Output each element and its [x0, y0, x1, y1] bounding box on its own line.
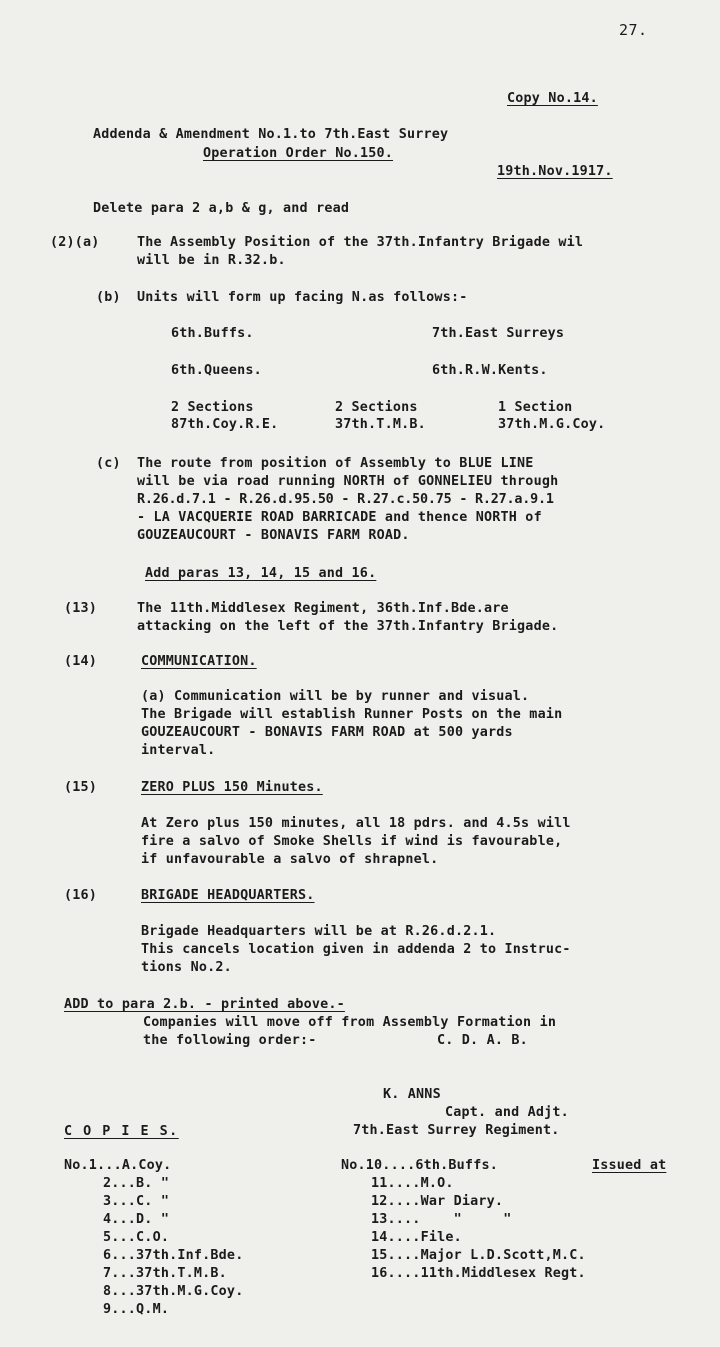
copy-entry: 8...37th.M.G.Coy. [103, 1284, 244, 1299]
copy-entry: 15....Major L.D.Scott,M.C. [371, 1248, 586, 1263]
para-2c-line: will be via road running NORTH of GONNELIEU through [137, 474, 559, 489]
para-16-label: (16) [64, 888, 98, 903]
add-paras-heading: Add paras 13, 14, 15 and 16. [145, 566, 377, 581]
add-to-para-heading: ADD to para 2.b. - printed above.- [64, 997, 345, 1012]
para-14-line: GOUZEAUCOURT - BONAVIS FARM ROAD at 500 yards [141, 725, 513, 740]
copy-entry: 14....File. [371, 1230, 462, 1245]
para-14-label: (14) [64, 654, 98, 669]
copy-entry: 5...C.O. [103, 1230, 170, 1245]
section-entry: 1 Section [498, 400, 573, 415]
signature-rank: Capt. and Adjt. [445, 1105, 569, 1120]
para-13-line: The 11th.Middlesex Regiment, 36th.Inf.Bde.are [137, 601, 509, 616]
heading-date: 19th.Nov.1917. [497, 164, 613, 179]
unit-entry: 6th.Queens. [171, 363, 262, 378]
section-entry: 2 Sections [171, 400, 254, 415]
para-2c-line: - LA VACQUERIE ROAD BARRICADE and thence NORTH of [137, 510, 542, 525]
copy-entry: 16....11th.Middlesex Regt. [371, 1266, 586, 1281]
para-2c-line: GOUZEAUCOURT - BONAVIS FARM ROAD. [137, 528, 410, 543]
copy-entry: 2...B. " [103, 1176, 170, 1191]
copy-number: Copy No.14. [507, 91, 598, 106]
delete-instruction: Delete para 2 a,b & g, and read [93, 201, 350, 216]
section-entry: 37th.M.G.Coy. [498, 417, 606, 432]
section-entry: 2 Sections [335, 400, 418, 415]
para-14-line: (a) Communication will be by runner and visual. [141, 689, 530, 704]
heading-title: Addenda & Amendment No.1.to 7th.East Surrey [93, 127, 449, 142]
company-order: C. D. A. B. [437, 1033, 528, 1048]
signature-name: K. ANNS [383, 1087, 441, 1102]
para-13-line: attacking on the left of the 37th.Infantry Brigade. [137, 619, 559, 634]
para-2b-text: Units will form up facing N.as follows:- [137, 290, 468, 305]
copy-entry: 3...C. " [103, 1194, 170, 1209]
copy-entry: 11....M.O. [371, 1176, 454, 1191]
para-15-line: fire a salvo of Smoke Shells if wind is favourable, [141, 834, 563, 849]
page-number: 27. [619, 21, 648, 39]
copy-entry: No.10....6th.Buffs. [341, 1158, 498, 1173]
para-15-label: (15) [64, 780, 98, 795]
para-2a-label: (2)(a) [50, 235, 100, 250]
copies-heading: C O P I E S. [64, 1124, 179, 1139]
para-2b-label: (b) [96, 290, 121, 305]
section-entry: 37th.T.M.B. [335, 417, 426, 432]
para-14-title: COMMUNICATION. [141, 654, 257, 669]
unit-entry: 6th.Buffs. [171, 326, 254, 341]
copy-entry: 4...D. " [103, 1212, 170, 1227]
para-14-line: interval. [141, 743, 216, 758]
para-15-line: At Zero plus 150 minutes, all 18 pdrs. and 4.5s will [141, 816, 571, 831]
para-16-line: Brigade Headquarters will be at R.26.d.2.1. [141, 924, 497, 939]
unit-entry: 7th.East Surreys [432, 326, 565, 341]
para-15-title: ZERO PLUS 150 Minutes. [141, 780, 323, 795]
signature-unit: 7th.East Surrey Regiment. [353, 1123, 560, 1138]
copy-entry: 12....War Diary. [371, 1194, 504, 1209]
para-16-title: BRIGADE HEADQUARTERS. [141, 888, 315, 903]
para-2a-line: The Assembly Position of the 37th.Infantry Brigade wil [137, 235, 584, 250]
add-to-para-line: the following order:- [143, 1033, 317, 1048]
para-14-line: The Brigade will establish Runner Posts on the main [141, 707, 563, 722]
heading-order-number: Operation Order No.150. [203, 146, 394, 161]
para-13-label: (13) [64, 601, 98, 616]
copy-entry: 9...Q.M. [103, 1302, 170, 1317]
para-16-line: This cancels location given in addenda 2 to Instruc- [141, 942, 571, 957]
copy-entry: 7...37th.T.M.B. [103, 1266, 227, 1281]
para-2c-label: (c) [96, 456, 121, 471]
section-entry: 87th.Coy.R.E. [171, 417, 279, 432]
para-2c-line: The route from position of Assembly to BLUE LINE [137, 456, 534, 471]
para-2c-line: R.26.d.7.1 - R.26.d.95.50 - R.27.c.50.75 - R.27.a.9.1 [137, 492, 554, 507]
para-16-line: tions No.2. [141, 960, 232, 975]
add-to-para-line: Companies will move off from Assembly Formation in [143, 1015, 557, 1030]
copy-entry: 6...37th.Inf.Bde. [103, 1248, 244, 1263]
copy-entry: 13.... " " [371, 1212, 512, 1227]
para-15-line: if unfavourable a salvo of shrapnel. [141, 852, 439, 867]
unit-entry: 6th.R.W.Kents. [432, 363, 548, 378]
issued-at: Issued at [592, 1158, 667, 1173]
copy-entry: No.1...A.Coy. [64, 1158, 172, 1173]
para-2a-line: will be in R.32.b. [137, 253, 286, 268]
